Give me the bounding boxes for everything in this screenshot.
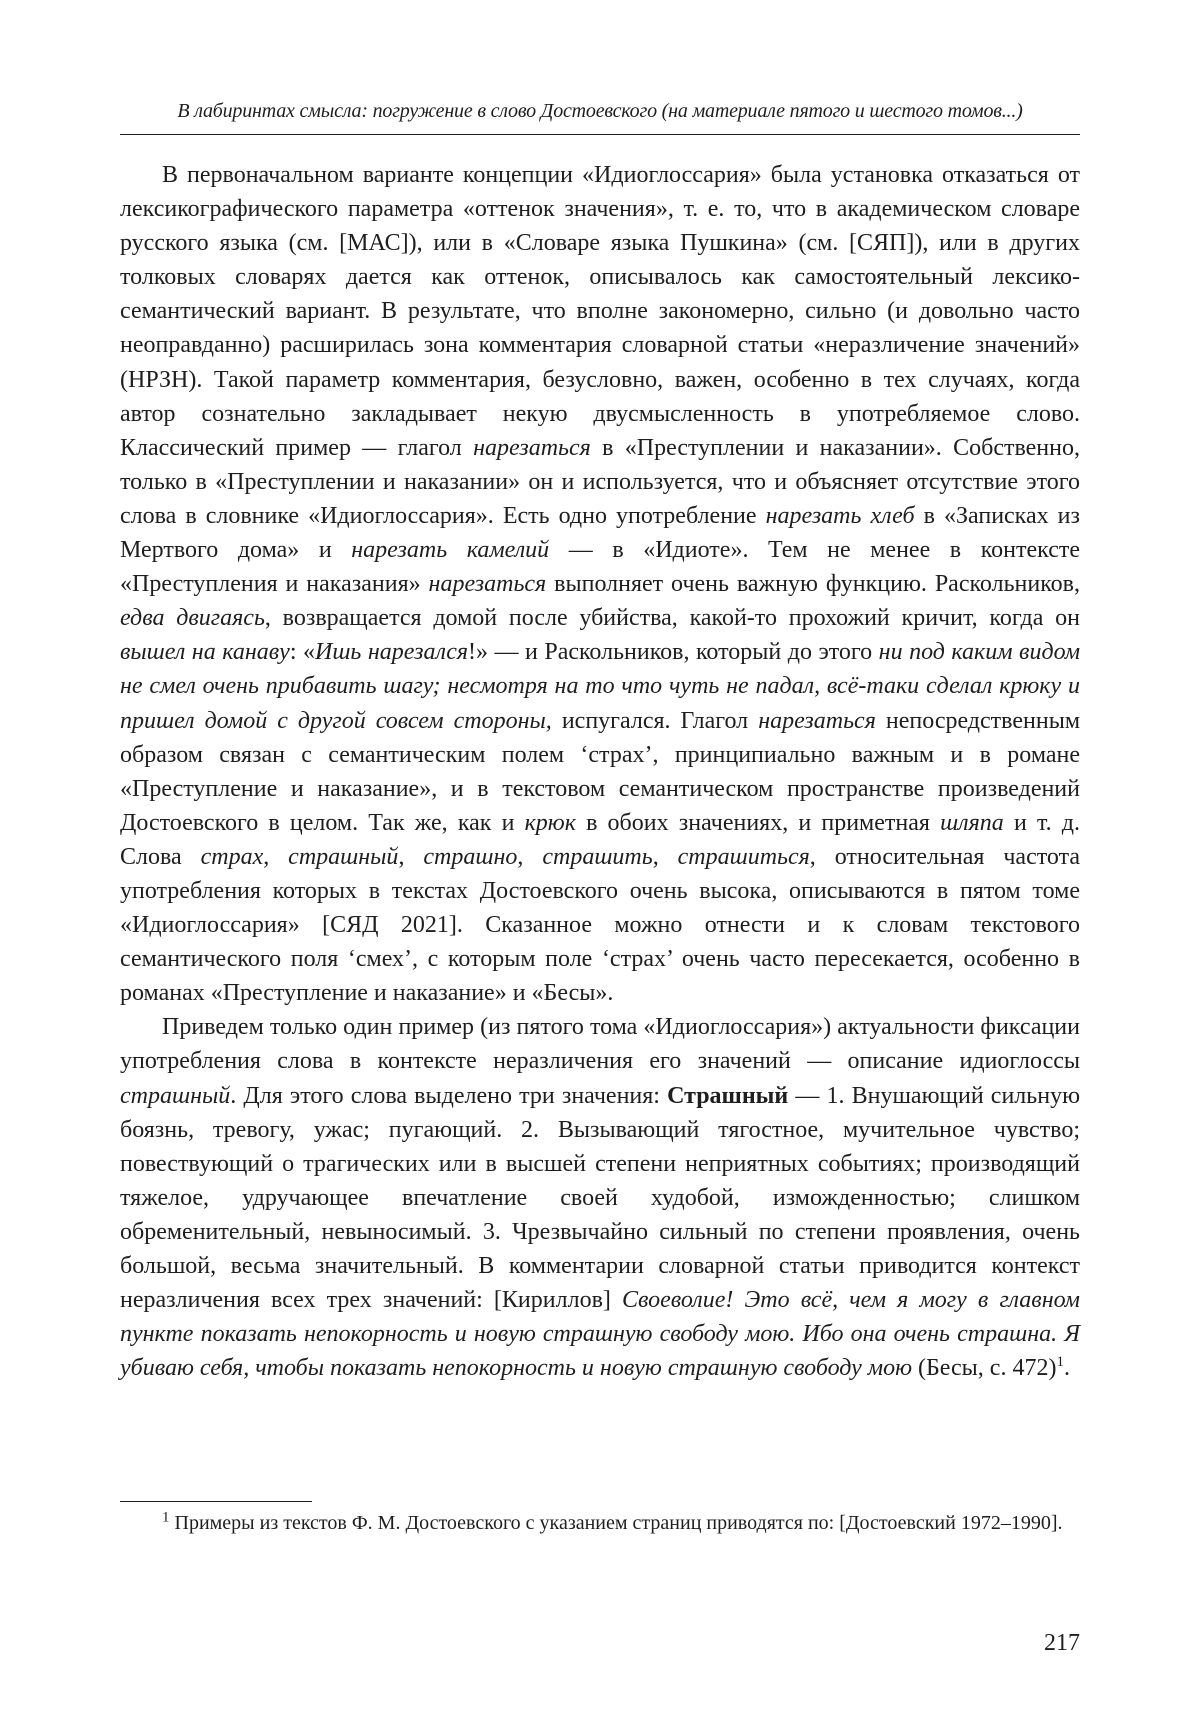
italic-quote: нарезать хлеб — [765, 502, 915, 529]
text-run: (Бесы, с. 472) — [912, 1355, 1057, 1382]
italic-quote: нарезаться — [473, 434, 591, 461]
italic-quote: вышел на канаву — [120, 639, 290, 666]
header-rule — [120, 134, 1080, 135]
italic-quote: страшный — [288, 843, 399, 870]
headword-bold: Страшный — [667, 1082, 789, 1109]
text-run: непосредственным образом связан с семантическим полем ‘страх’, принципиально важным и в романе «Преступление и наказание», и в текстовом семантическом пространстве произведений Достоевского в целом. Так же, как и — [120, 707, 1081, 836]
paragraph-2 — [120, 1010, 1080, 1385]
italic-quote: едва двигаясь — [120, 605, 265, 632]
italic-quote: шляпа — [940, 809, 1004, 836]
italic-quote: нарезать камелий — [351, 537, 550, 564]
text-run: В первоначальном варианте концепции «Идиоглоссария» была установка отказаться от лексикографического параметра «оттенок значения», т. е. то, что в академическом словаре русского языка (см. [МАС]), или в «Словаре языка Пушкина» (см. [СЯП]), или в других толковых словарях дается как оттенок, описывалось как самостоятельный лексико-семантический вариант. В результате, что вполне закономерно, сильно (и довольно часто неоправданно) расширилась зона комментария словарной статьи «неразличение значений» (НРЗН). Такой параметр комментария, безусловно, важен, особенно в тех случаях, когда автор сознательно закладывает некую двусмысленность в употребляемое слово. Классический пример — глагол — [120, 162, 1080, 461]
italic-quote: нарезаться — [758, 707, 876, 734]
footnote-reference[interactable]: 1 — [1056, 1354, 1064, 1371]
italic-quote: страх — [200, 843, 264, 870]
footnote-marker: 1 — [162, 1509, 170, 1526]
text-run: , — [652, 843, 678, 870]
text-run: , — [263, 843, 289, 870]
italic-quote: крюк — [524, 809, 576, 836]
text-run: в «Записках из Мертвого дома» и — [120, 502, 1080, 564]
italic-quote: страшиться — [677, 843, 810, 870]
italic-quote: ни под каким видом не смел очень прибавить шагу; несмотря на то что чуть не падал, всё-таки сделал крюку и пришел домой с другой совсем стороны, — [120, 639, 1081, 734]
text-run: в обоих значениях, и приметная — [575, 809, 941, 836]
page-number: 217 — [1044, 1630, 1080, 1656]
text-run: в «Преступлении и наказании». Собственно, только в «Преступлении и наказании» он и используется, что и объясняет отсутствие этого слова в словнике «Идиоглоссария». Есть одно употребление — [120, 434, 1080, 529]
italic-quote: Ишь нарезался — [314, 639, 469, 666]
footnote — [120, 1510, 1080, 1537]
text-run: — 1. Внушающий сильную боязнь, тревогу, ужас; пугающий. 2. Вызывающий тягостное, мучительное чувство; повествующий о трагических или в высшей степени неприятных событиях; производящий тяжелое, удручающее впечатление своей худобой, изможденностью; слишком обременительный, невыносимый. 3. Чрезвычайно сильный по степени проявления, очень большой, весьма значительный. В комментарии словарной статьи приводится контекст неразличения всех трех значений: [Кириллов] — [120, 1082, 1080, 1314]
text-run: выполняет очень важную функцию. Раскольников, — [546, 571, 1080, 598]
italic-quote: страшить — [542, 843, 653, 870]
text-run: : « — [289, 639, 315, 666]
text-run: — в «Идиоте». Тем не менее в контексте «Преступления и наказания» — [120, 537, 1080, 598]
text-run: , — [517, 843, 543, 870]
text-run: . — [1063, 1355, 1070, 1382]
italic-quote: нарезаться — [428, 571, 547, 598]
text-run: , возвращается домой после убийства, какой-то прохожий кричит, когда он — [264, 605, 1080, 632]
footnote-text: Примеры из текстов Ф. М. Достоевского с указанием страниц приводятся по: [Достоевский 1972–1990]. — [174, 1512, 1063, 1534]
paragraph-1 — [120, 158, 1080, 1010]
text-run: Приведем только один пример (из пятого тома «Идиоглоссария») актуальности фиксации употребления слова в контексте неразличения его значений — описание идиоглоссы — [120, 1014, 1080, 1075]
main-text — [120, 158, 1080, 1385]
text-run: , относительная частота употребления которых в текстах Достоевского очень высока, описываются в пятом томе «Идиоглоссария» [СЯД 2021]. Сказанное можно отнести и к словам текстового семантического поля ‘смех’, с которым поле ‘страх’ очень часто пересекается, особенно в романах «Преступление и наказание» и «Бесы». — [120, 843, 1081, 1007]
italic-quote: страшный — [120, 1082, 231, 1109]
text-run: испугался. Глагол — [551, 707, 759, 734]
italic-quote: страшно — [423, 843, 518, 870]
italic-quote: Своеволие! Это всё, чем я могу в главном пункте показать непокорность и новую страшную свободу мою. Ибо она очень страшна. Я убиваю себя, чтобы показать непокорность и новую страшную свободу мою — [120, 1287, 1081, 1382]
running-header: В лабиринтах смысла: погружение в слово Достоевского (на материале пятого и шестого томов...) — [177, 100, 1023, 122]
text-run: и т. д. Слова — [120, 809, 1080, 870]
text-run: . Для этого слова выделено три значения: — [230, 1082, 668, 1109]
text-run: , — [398, 843, 424, 870]
text-run: !» — и Раскольников, который до этого — [468, 639, 879, 666]
footnote-rule — [120, 1501, 312, 1502]
